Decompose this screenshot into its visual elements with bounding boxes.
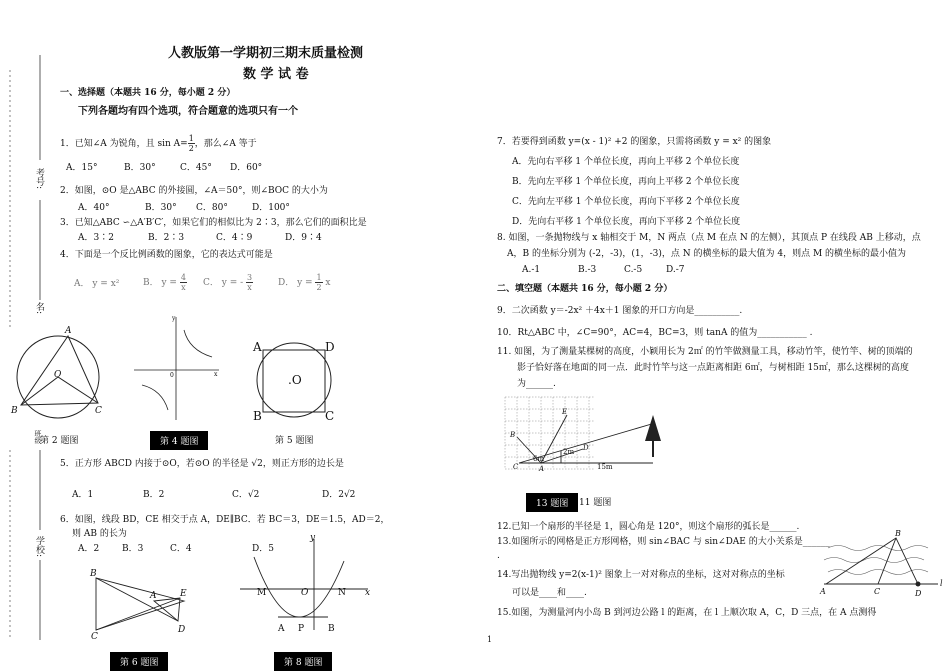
label-a: A [65,326,72,336]
name-label: 名: [34,302,44,315]
axis-y-label: y [172,315,176,322]
question-9: 9．二次函数 y＝-2x² ＋4x＋1 图象的开口方向是__________. [497,306,743,316]
q1-option-d: D．60° [230,163,263,173]
q8-label-a: A [278,624,285,634]
q1-option-a: A．15° [66,163,98,173]
q5-option-b: B．2 [143,490,165,500]
question-5: 5．正方形 ABCD 内接于⊙O，若⊙O 的半径是 √2，则正方形的边长是 [60,459,344,469]
q7-option-d: D．先向右平移 1 个单位长度，再向下平移 2 个单位长度 [512,217,741,227]
q11-label-a: A [539,465,545,473]
square-b: B [253,409,262,423]
q8-label-o: O [301,588,309,598]
q1-stem-end: ，那么∠A 等于 [194,139,257,149]
q8-option-a: A.-1 [522,265,541,275]
question-15: 15.如图，为测量河内小岛 B 到河边公路 l 的距离，在 l 上顺次取 A，C，D 三点，在 A 点测得 [497,608,877,618]
fig13-caption: 13 题图 [526,493,578,512]
q4-b-pre: B． y = [143,278,177,288]
square-a: A [253,340,262,354]
q6-label-d: D [178,625,186,635]
q6-option-d: D．5 [252,544,274,554]
q6-option-a: A．2 [78,544,100,554]
q1-option-b: B．30° [124,163,156,173]
question-13-tail: . [497,551,500,561]
q8-label-y: y [310,533,316,543]
q11-grid-figure [505,397,675,477]
q11-label-b: B [510,431,516,439]
exam-number-label: 考号: [34,168,44,190]
question-2: 2．如图，⊙O 是△ABC 的外接圆，∠A＝50°，则∠BOC 的大小为 [60,186,328,196]
question-14-cont: 可以是____和____. [512,588,587,598]
q8-option-b: B.-3 [578,265,597,275]
class-label: 班级 [34,430,42,444]
question-6: 6．如图，线段 BD，CE 相交于点 A，DE∥BC．若 BC＝3，DE＝1.5，AD＝2， [60,515,390,525]
question-3: 3．已知△ABC ∽△A′B′C′，如果它们的相似比为 2∶3，那么它们的面积比是 [60,218,367,228]
q6-option-c: C．4 [170,544,192,554]
fig11-caption: 11 题图 [579,498,612,508]
school-label: 学校: [34,536,44,558]
q2-option-d: D．100° [252,203,290,213]
square-o: .O [288,373,302,387]
q2-option-c: C．80° [196,203,228,213]
q4-d-den: 2 [316,283,322,292]
exam-subtitle: 数 学 试 卷 [243,67,309,82]
section1-heading: 一、选择题（本题共 16 分，每小题 2 分） [60,88,236,98]
q7-option-b: B．先向左平移 1 个单位长度，再向上平移 2 个单位长度 [512,177,740,187]
fig2-caption: 第 2 题图 [40,436,79,446]
q7-option-a: A．先向右平移 1 个单位长度，再向上平移 2 个单位长度 [512,157,740,167]
q4-option-c [203,273,253,292]
q1-stem: 1．已知∠A 为锐角，且 sin A= [60,139,188,149]
label-b: B [11,406,18,416]
q11-label-c: C [513,463,519,471]
q4-b-den: x [181,283,186,292]
q15-label-d: D [915,589,922,598]
q6-option-b: B．3 [122,544,144,554]
fig8-caption: 第 8 题图 [274,652,332,671]
question-6-cont: 则 AB 的长为 [72,529,127,539]
question-13: 13.如图所示的网格是正方形网格，则 sin∠BAC 与 sin∠DAE 的大小关系是______ [497,537,830,547]
q11-label-2m: 2m [563,448,575,456]
q4-c-den: x [247,283,252,292]
q4-d-num: 1 [316,273,322,282]
q4-c-pre: C． y = - [203,278,244,288]
question-4: 4．下面是一个反比例函数的图象，它的表达式可能是 [60,250,273,260]
q11-label-e: E [562,408,568,416]
q4-option-d [278,273,331,292]
question-10: 10．Rt△ABC 中，∠C=90°，AC=4，BC=3，则 tanA 的值为___________ . [497,328,813,338]
axis-origin-label: 0 [170,372,174,379]
question-11: 11. 如图，为了测量某棵树的高度，小颖用长为 2㎡ 的竹竿做测量工具，移动竹竿，使竹竿、树的顶端的 [497,347,913,357]
q11-label-d: D [583,444,589,452]
q1-num: 1 [188,134,194,143]
section1-instruction: 下列各题均有四个选项，符合题意的选项只有一个 [78,106,298,117]
q2-option-b: B．30° [145,203,177,213]
q4-b-num: 4 [180,273,186,282]
q2-circle-figure [8,325,118,415]
fig4-caption: 第 4 题图 [150,431,208,450]
q8-label-n: N [338,588,346,598]
q1-den: 2 [188,144,194,153]
q8-parabola-figure [240,535,380,635]
question-14: 14.写出抛物线 y=2(x-1)² 图象上一对对称点的坐标，这对对称点的坐标 [497,570,785,580]
q6-label-a: A [150,591,157,601]
q8-label-x: x [365,588,371,598]
page-number: 1 [487,635,493,644]
q15-label-c: C [874,587,881,596]
section2-heading: 二、填空题（本题共 16 分，每小题 2 分） [497,284,673,294]
q15-river-figure [820,528,945,608]
question-8: 8. 如图，一条抛物线与 x 轴相交于 M，N 两点（点 M 在点 N 的左侧），其顶点 P 在线段 AB 上移动，点 [497,233,921,243]
q6-label-c: C [91,632,98,642]
fig6-caption: 第 6 题图 [110,652,168,671]
question-11-cont2: 为______. [517,379,556,389]
q15-label-l: l [940,579,943,588]
q8-option-d: D.-7 [666,265,685,275]
label-c: C [95,406,102,416]
q8-label-b: B [328,624,335,634]
label-o: O [54,370,62,380]
fig5-caption: 第 5 题图 [275,436,314,446]
q11-label-6m: 6m [533,455,545,463]
q4-option-a: A． y = x² [74,279,120,289]
q1-option-c: C．45° [180,163,212,173]
q5-option-c: C．√2 [232,490,260,500]
exam-title: 人教版第一学期初三期末质量检测 [168,46,364,61]
question-1 [60,134,257,153]
q6-label-e: E [180,589,187,599]
q4-d-pre: D． y = [278,278,313,288]
question-11-cont: 影子恰好落在地面的同一点．此时竹竿与这一点距离相距 6㎡，与树相距 15㎡，那么这棵树的高度 [517,363,909,373]
square-d: D [325,340,335,354]
q11-label-15m: 15m [597,463,613,471]
q5-square-figure [250,340,345,425]
q6-segments-figure [88,568,208,643]
q5-option-d: D．2√2 [322,490,356,500]
q8-option-c: C.-5 [624,265,643,275]
q15-label-b: B [895,529,901,538]
q2-option-a: A．40° [78,203,110,213]
q5-option-a: A．1 [72,490,94,500]
q4-hyperbola-figure [134,315,224,425]
q8-label-p: P [298,624,305,634]
axis-x-label: x [214,371,218,378]
q3-option-d: D．9∶4 [285,233,322,243]
q6-label-b: B [90,569,97,579]
q3-option-b: B．2∶3 [148,233,185,243]
q3-option-a: A．3∶2 [78,233,114,243]
square-c: C [325,409,335,423]
question-7: 7．若要得到函数 y=(x - 1)² +2 的图象，只需将函数 y = x² 的图象 [497,137,772,147]
q4-option-b [143,273,187,292]
q7-option-c: C．先向左平移 1 个单位长度，再向下平移 2 个单位长度 [512,197,740,207]
q4-d-post: x [325,278,331,288]
question-8-cont: A，B 的坐标分别为 (-2，-3)，(1，-3)，点 N 的横坐标的最大值为 4，则点 M 的横坐标的最小值为 [507,249,907,259]
q8-label-m: M [257,588,267,598]
question-12: 12.已知一个扇形的半径是 1，圆心角是 120°，则这个扇形的弧长是______. [497,522,800,532]
q15-label-a: A [820,587,826,596]
q3-option-c: C．4∶9 [216,233,253,243]
q4-c-num: 3 [247,273,253,282]
